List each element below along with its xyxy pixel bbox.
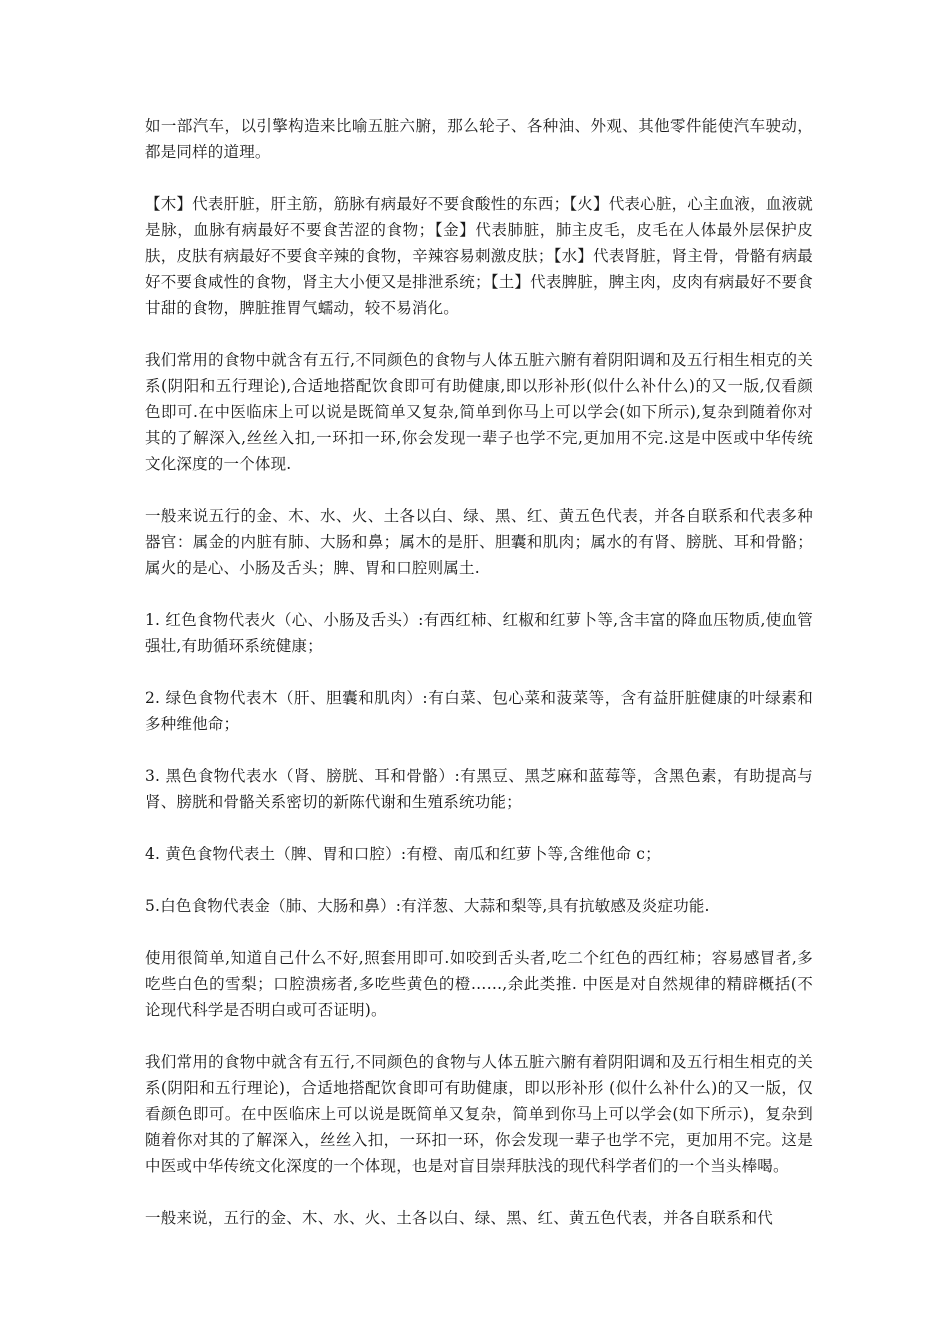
paragraph-colors-organs: 一般来说五行的金、木、水、火、土各以白、绿、黑、红、黄五色代表，并各自联系和代表多种器官：属金的内脏有肺、大肠和鼻；属木的是肝、胆囊和肌肉；属水的有肾、膀胱、耳和骨骼；属火的是心、小肠及舌头；脾、胃和口腔则属土.	[145, 507, 813, 577]
list-item-green-food: 2. 绿色食物代表木（肝、胆囊和肌肉）:有白菜、包心菜和菠菜等，含有益肝脏健康的叶绿素和多种维他命；	[145, 689, 813, 733]
paragraph-food-colors-repeat: 我们常用的食物中就含有五行,不同颜色的食物与人体五脏六腑有着阴阳调和及五行相生相克的关系(阴阳和五行理论)，合适地搭配饮食即可有助健康，即以形补形 (似什么补什么)的又一版，仅看颜色即可。在中医临床上可以说是既简单又复杂，简单到你马上可以学会(如下所示)，复杂到随着你对其的了解深入，丝丝入扣，一环扣一环，你会发现一辈子也学不完，更加用不完。这是中医或中华传统文化深度的一个体现，也是对盲目崇拜肤浅的现代科学者们的一个当头棒喝。	[145, 1053, 813, 1175]
list-item-yellow-food: 4. 黄色食物代表土（脾、胃和口腔）:有橙、南瓜和红萝卜等,含维他命 c；	[145, 845, 661, 863]
paragraph-colors-organs-truncated: 一般来说，五行的金、木、水、火、土各以白、绿、黑、红、黄五色代表，并各自联系和代	[145, 1209, 774, 1227]
paragraph-five-elements-organs: 【木】代表肝脏，肝主筋，筋脉有病最好不要食酸性的东西；【火】代表心脏，心主血液，血液就是脉，血脉有病最好不要食苦涩的食物；【金】代表肺脏，肺主皮毛，皮毛在人体最外层保护皮肤，皮肤有病最好不要食辛辣的食物，辛辣容易刺激皮肤；【水】代表肾脏，肾主骨，骨骼有病最好不要食咸性的食物，肾主大小便又是排泄系统；【土】代表脾脏，脾主肉，皮肉有病最好不要食甘甜的食物，脾脏推胃气蠕动，较不易消化。	[145, 195, 813, 317]
document-body	[145, 113, 813, 1257]
list-item-black-food: 3. 黑色食物代表水（肾、膀胱、耳和骨骼）:有黑豆、黑芝麻和蓝莓等，含黑色素，有助提高与肾、膀胱和骨骼关系密切的新陈代谢和生殖系统功能；	[145, 767, 813, 811]
paragraph-food-colors-intro: 我们常用的食物中就含有五行,不同颜色的食物与人体五脏六腑有着阴阳调和及五行相生相克的关系(阴阳和五行理论),合适地搭配饮食即可有助健康,即以形补形(似什么补什么)的又一版,仅看颜色即可.在中医临床上可以说是既简单又复杂,简单到你马上可以学会(如下所示),复杂到随着你对其的了解深入,丝丝入扣,一环扣一环,你会发现一辈子也学不完,更加用不完.这是中医或中华传统文化深度的一个体现.	[145, 351, 813, 473]
list-item-red-food: 1. 红色食物代表火（心、小肠及舌头）:有西红柿、红椒和红萝卜等,含丰富的降血压物质,使血管强壮,有助循环系统健康；	[145, 611, 813, 655]
paragraph-usage: 使用很简单,知道自己什么不好,照套用即可.如咬到舌头者,吃二个红色的西红柿；容易感冒者,多吃些白色的雪梨；口腔溃疡者,多吃些黄色的橙……,余此类推. 中医是对自然规律的精辟概括(不论现代科学是否明白或可否证明)。	[145, 949, 813, 1019]
paragraph-car-analogy: 如一部汽车，以引擎构造来比喻五脏六腑，那么轮子、各种油、外观、其他零件能使汽车驶动，都是同样的道理。	[145, 117, 813, 161]
list-item-white-food: 5.白色食物代表金（肺、大肠和鼻）:有洋葱、大蒜和梨等,具有抗敏感及炎症功能.	[145, 897, 710, 915]
